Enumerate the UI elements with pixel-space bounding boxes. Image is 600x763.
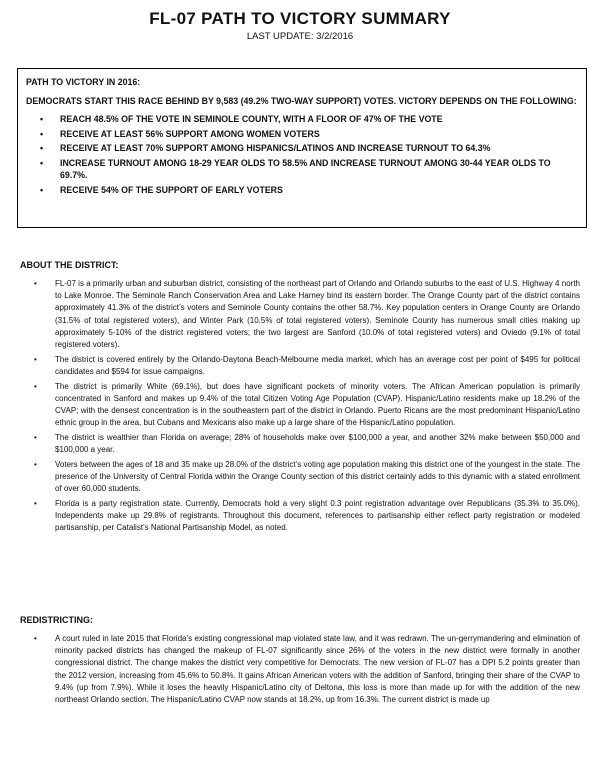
- paragraph-text: Voters between the ages of 18 and 35 make up 28.0% of the district’s voting age population making this district one of the youngest in the state. The presence of the University of Central Florida within the Orange County section of this district certainly adds to this dynamic with a stated enrollment of over 60,000 students.: [55, 459, 580, 494]
- document-title: FL-07 PATH TO VICTORY SUMMARY: [149, 9, 451, 28]
- list-item: [34, 633, 580, 706]
- paragraph-text: The district is wealthier than Florida on average; 28% of households make over $100,000 a year, and another 32% make between $50,000 and $100,000 a year.: [55, 432, 580, 455]
- paragraph-text: The district is covered entirely by the Orlando-Daytona Beach-Melbourne media market, which has an average cost per point of $495 for political candidates and $594 for issue campaigns.: [55, 354, 580, 376]
- bullet-icon: •: [40, 143, 44, 153]
- list-item: [34, 278, 580, 351]
- redistricting-list: [34, 633, 580, 709]
- bullet-icon: •: [40, 128, 44, 139]
- paragraph-text: The district is primarily White (69.1%), but does have significant pockets of minority voters. The African American population is primarily concentrated in Sanford and makes up 9.4% of the total Citizen Voting Age Population (CVAP). Hispanic/Latino residents make up 18.2% of the CVAP; with the densest concentration is in the southeastern part of the district in Orlando. Puerto Ricans are the most predominant Hispanic/Latino ethnic group in the area, but Cubans and Mexicans also make up a large share of the Hispanic/Latino population.: [55, 381, 580, 428]
- bullet-icon: •: [34, 432, 37, 442]
- list-item: [34, 381, 580, 430]
- bullet-icon: •: [34, 459, 37, 469]
- last-update-date: LAST UPDATE: 3/2/2016: [246, 31, 354, 42]
- bullet-icon: •: [34, 634, 37, 643]
- path-to-victory-intro: DEMOCRATS START THIS RACE BEHIND BY 9,583 (49.2% TWO-WAY SUPPORT) VOTES. VICTORY DEPENDS ON THE FOLLOWING:: [26, 95, 577, 106]
- bullet-icon: •: [40, 114, 44, 124]
- victory-conditions-list: [26, 113, 578, 196]
- list-item: [40, 113, 578, 126]
- paragraph-text: FL-07 is a primarily urban and suburban district, consisting of the northeast part of Orlando and Orlando suburbs to the east of U.S. Highway 4 north to Lake Monroe. The Seminole Ranch Conservation Area and Lake Harney bind its eastern border. The Orange County part of the district contains approximately 41.3% of the district’s voters and Seminole County contains the other 58.7%. Key population centers in Orange County are Orlando (31.5% of total registered voters), and Winter Park (10.5% of total registered voters). Seminole County has numerous small cities making up approximately 5-10% of the district registered voters; the two largest are Sanford (10.0% of total registered voters) and Oviedo (9.1% of total registered voters).: [55, 279, 580, 350]
- list-item: [40, 142, 578, 155]
- list-item: [40, 128, 578, 141]
- list-item: [34, 432, 580, 456]
- list-item: [40, 157, 578, 182]
- redistricting-heading: REDISTRICTING:: [20, 615, 93, 625]
- bullet-icon: •: [34, 381, 37, 391]
- bullet-icon: •: [34, 498, 37, 508]
- path-to-victory-heading: PATH TO VICTORY IN 2016:: [26, 77, 141, 87]
- bullet-icon: •: [40, 157, 44, 168]
- about-district-heading: ABOUT THE DISTRICT:: [20, 260, 119, 270]
- victory-condition-text: REACH 48.5% OF THE VOTE IN SEMINOLE COUNTY, WITH A FLOOR OF 47% OF THE VOTE: [60, 114, 443, 124]
- paragraph-text: Florida is a party registration state. Currently, Democrats hold a very slight 0.3 point registration advantage over Republicans (35.3% to 35.0%). Independents make up 29.8% of registrants. Throughout this document, references to partisanship either reflect party registration or modeled partisanship, per Catalist’s National Partisanship Model, as noted.: [55, 498, 580, 533]
- list-item: [34, 354, 580, 378]
- victory-condition-text: INCREASE TURNOUT AMONG 18-29 YEAR OLDS TO 58.5% AND INCREASE TURNOUT AMONG 30-44 YEAR OLDS TO 69.7%.: [60, 157, 551, 180]
- paragraph-text: A court ruled in late 2015 that Florida’s existing congressional map violated state law, and it was redrawn. The un-gerrymandering and elimination of minority packed districts has changed the makeup of FL-07 significantly since 26% of the voters in the new district were formally in another congressional district. The change makes the district very competitive for Democrats. The new version of FL-07 has a DPI 5.2 points greater than the 2012 version, increasing from 45.6% to 50.8%. It gains African American voters with the addition of Sanford, bringing their share of the CVAP to 9.4% (up from 7.9%). While it loses the heavily Hispanic/Latino city of Deltona, this loss is more than made up for with the addition of the new northeast Orlando section. The Hispanic/Latino CVAP now stands at 18.2%, up from 16.3%. The current district is made up: [55, 634, 580, 705]
- list-item: [34, 459, 580, 496]
- bullet-icon: •: [34, 354, 37, 364]
- victory-condition-text: RECEIVE AT LEAST 56% SUPPORT AMONG WOMEN VOTERS: [60, 128, 320, 139]
- victory-condition-text: RECEIVE 54% OF THE SUPPORT OF EARLY VOTERS: [60, 184, 283, 195]
- bullet-icon: •: [34, 279, 37, 288]
- about-district-list: [34, 278, 580, 537]
- bullet-icon: •: [40, 184, 44, 195]
- victory-condition-text: RECEIVE AT LEAST 70% SUPPORT AMONG HISPANICS/LATINOS AND INCREASE TURNOUT TO 64.3%: [60, 143, 491, 153]
- path-to-victory-box: [17, 68, 587, 228]
- list-item: [40, 184, 578, 197]
- list-item: [34, 498, 580, 535]
